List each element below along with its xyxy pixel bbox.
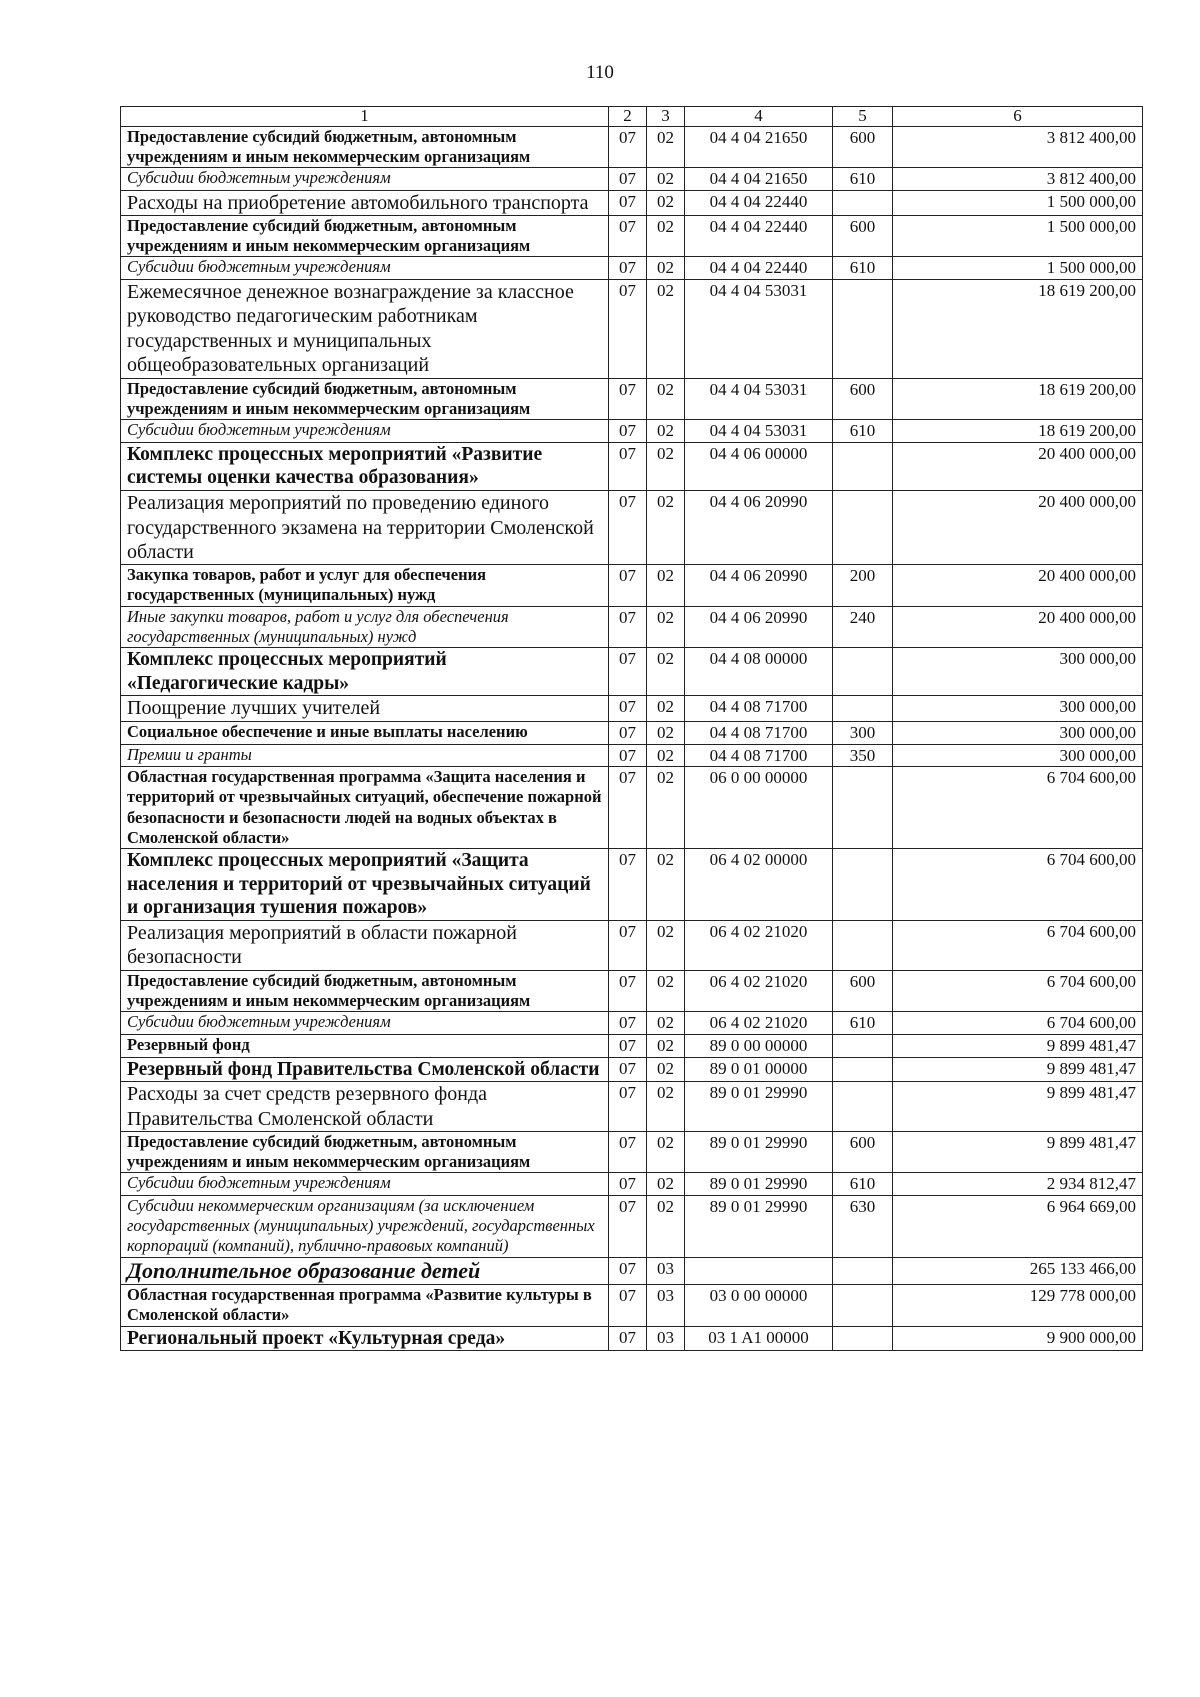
expense-type-cell: 600	[833, 126, 893, 167]
target-article-cell: 03 0 00 00000	[685, 1285, 833, 1326]
expense-type-cell: 350	[833, 744, 893, 767]
subsection-code-cell: 03	[647, 1257, 685, 1285]
target-article-cell: 89 0 01 00000	[685, 1057, 833, 1082]
table-body	[121, 126, 1143, 1351]
target-article-cell: 04 4 04 22440	[685, 216, 833, 257]
section-code-cell: 07	[609, 1132, 647, 1173]
subsection-code-cell: 02	[647, 1132, 685, 1173]
amount-cell: 20 400 000,00	[893, 442, 1143, 491]
row-name-cell: Расходы за счет средств резервного фонда Правительства Смоленской области	[121, 1082, 609, 1132]
row-name-cell: Предоставление субсидий бюджетным, автономным учреждениям и иным некоммерческим организациям	[121, 1132, 609, 1173]
subsection-code-cell: 02	[647, 647, 685, 696]
section-code-cell: 07	[609, 280, 647, 379]
expense-type-cell: 600	[833, 970, 893, 1011]
column-header: 1	[121, 107, 609, 127]
expense-type-cell: 300	[833, 721, 893, 744]
table-row	[121, 1012, 1143, 1035]
amount-cell: 129 778 000,00	[893, 1285, 1143, 1326]
subsection-code-cell: 02	[647, 216, 685, 257]
table-row	[121, 378, 1143, 419]
section-code-cell: 07	[609, 378, 647, 419]
row-name-cell: Предоставление субсидий бюджетным, автономным учреждениям и иным некоммерческим организациям	[121, 970, 609, 1011]
table-row	[121, 419, 1143, 442]
amount-cell: 6 704 600,00	[893, 767, 1143, 849]
target-article-cell: 04 4 04 21650	[685, 167, 833, 190]
row-name-cell: Субсидии бюджетным учреждениям	[121, 1012, 609, 1035]
row-name-cell: Ежемесячное денежное вознаграждение за классное руководство педагогическим работникам государственных и муниципальных общеобразовательных организаций	[121, 280, 609, 379]
section-code-cell: 07	[609, 126, 647, 167]
amount-cell: 9 899 481,47	[893, 1132, 1143, 1173]
amount-cell: 300 000,00	[893, 647, 1143, 696]
section-code-cell: 07	[609, 257, 647, 280]
subsection-code-cell: 02	[647, 419, 685, 442]
section-code-cell: 07	[609, 921, 647, 971]
subsection-code-cell: 02	[647, 126, 685, 167]
row-name-cell: Социальное обеспечение и иные выплаты населению	[121, 721, 609, 744]
subsection-code-cell: 02	[647, 491, 685, 565]
table-row	[121, 1326, 1143, 1351]
expense-type-cell	[833, 921, 893, 971]
table-row	[121, 442, 1143, 491]
amount-cell: 6 704 600,00	[893, 921, 1143, 971]
row-name-cell: Субсидии бюджетным учреждениям	[121, 419, 609, 442]
section-code-cell: 07	[609, 1257, 647, 1285]
target-article-cell: 04 4 04 22440	[685, 190, 833, 215]
row-name-cell: Региональный проект «Культурная среда»	[121, 1326, 609, 1351]
expense-type-cell: 240	[833, 606, 893, 647]
table-row	[121, 1257, 1143, 1285]
row-name-cell: Расходы на приобретение автомобильного транспорта	[121, 190, 609, 215]
expense-type-cell	[833, 848, 893, 920]
target-article-cell: 89 0 00 00000	[685, 1034, 833, 1057]
expense-type-cell: 200	[833, 565, 893, 606]
expense-type-cell	[833, 696, 893, 721]
target-article-cell: 04 4 06 20990	[685, 565, 833, 606]
row-name-cell: Реализация мероприятий в области пожарной безопасности	[121, 921, 609, 971]
amount-cell: 18 619 200,00	[893, 280, 1143, 379]
expense-type-cell: 600	[833, 216, 893, 257]
column-header: 2	[609, 107, 647, 127]
target-article-cell: 89 0 01 29990	[685, 1196, 833, 1257]
subsection-code-cell: 02	[647, 1057, 685, 1082]
subsection-code-cell: 02	[647, 1012, 685, 1035]
subsection-code-cell: 02	[647, 1034, 685, 1057]
table-row	[121, 126, 1143, 167]
target-article-cell: 04 4 04 53031	[685, 378, 833, 419]
section-code-cell: 07	[609, 767, 647, 849]
table-row	[121, 1173, 1143, 1196]
row-name-cell: Субсидии бюджетным учреждениям	[121, 257, 609, 280]
amount-cell: 9 900 000,00	[893, 1326, 1143, 1351]
amount-cell: 20 400 000,00	[893, 491, 1143, 565]
column-header: 5	[833, 107, 893, 127]
subsection-code-cell: 02	[647, 1173, 685, 1196]
target-article-cell: 06 4 02 21020	[685, 921, 833, 971]
amount-cell: 18 619 200,00	[893, 378, 1143, 419]
target-article-cell: 89 0 01 29990	[685, 1082, 833, 1132]
amount-cell: 20 400 000,00	[893, 565, 1143, 606]
section-code-cell: 07	[609, 1173, 647, 1196]
row-name-cell: Премии и гранты	[121, 744, 609, 767]
target-article-cell: 04 4 06 20990	[685, 491, 833, 565]
amount-cell: 6 704 600,00	[893, 1012, 1143, 1035]
section-code-cell: 07	[609, 1285, 647, 1326]
expense-type-cell: 610	[833, 419, 893, 442]
section-code-cell: 07	[609, 565, 647, 606]
subsection-code-cell: 02	[647, 442, 685, 491]
target-article-cell	[685, 1257, 833, 1285]
target-article-cell: 04 4 08 00000	[685, 647, 833, 696]
section-code-cell: 07	[609, 1326, 647, 1351]
row-name-cell: Комплекс процессных мероприятий «Развитие системы оценки качества образования»	[121, 442, 609, 491]
subsection-code-cell: 02	[647, 970, 685, 1011]
section-code-cell: 07	[609, 216, 647, 257]
expense-type-cell	[833, 280, 893, 379]
section-code-cell: 07	[609, 1196, 647, 1257]
amount-cell: 300 000,00	[893, 744, 1143, 767]
section-code-cell: 07	[609, 1012, 647, 1035]
subsection-code-cell: 02	[647, 1082, 685, 1132]
section-code-cell: 07	[609, 647, 647, 696]
expense-type-cell	[833, 1326, 893, 1351]
amount-cell: 300 000,00	[893, 696, 1143, 721]
row-name-cell: Предоставление субсидий бюджетным, автономным учреждениям и иным некоммерческим организациям	[121, 378, 609, 419]
subsection-code-cell: 02	[647, 167, 685, 190]
table-row	[121, 1082, 1143, 1132]
row-name-cell: Резервный фонд	[121, 1034, 609, 1057]
target-article-cell: 06 4 02 00000	[685, 848, 833, 920]
section-code-cell: 07	[609, 491, 647, 565]
table-row	[121, 257, 1143, 280]
section-code-cell: 07	[609, 442, 647, 491]
amount-cell: 9 899 481,47	[893, 1082, 1143, 1132]
row-name-cell: Поощрение лучших учителей	[121, 696, 609, 721]
row-name-cell: Предоставление субсидий бюджетным, автономным учреждениям и иным некоммерческим организациям	[121, 216, 609, 257]
target-article-cell: 04 4 04 21650	[685, 126, 833, 167]
subsection-code-cell: 02	[647, 744, 685, 767]
row-name-cell: Комплекс процессных мероприятий «Защита населения и территорий от чрезвычайных ситуаций и организация тушения пожаров»	[121, 848, 609, 920]
row-name-cell: Комплекс процессных мероприятий «Педагогические кадры»	[121, 647, 609, 696]
amount-cell: 6 964 669,00	[893, 1196, 1143, 1257]
target-article-cell: 06 4 02 21020	[685, 970, 833, 1011]
row-name-cell: Субсидии бюджетным учреждениям	[121, 167, 609, 190]
expense-type-cell	[833, 767, 893, 849]
section-code-cell: 07	[609, 606, 647, 647]
expense-type-cell	[833, 1082, 893, 1132]
table-row	[121, 216, 1143, 257]
target-article-cell: 06 4 02 21020	[685, 1012, 833, 1035]
table-row	[121, 721, 1143, 744]
subsection-code-cell: 03	[647, 1326, 685, 1351]
amount-cell: 265 133 466,00	[893, 1257, 1143, 1285]
amount-cell: 1 500 000,00	[893, 257, 1143, 280]
expense-type-cell	[833, 442, 893, 491]
expense-type-cell	[833, 1034, 893, 1057]
subsection-code-cell: 02	[647, 767, 685, 849]
row-name-cell: Субсидии бюджетным учреждениям	[121, 1173, 609, 1196]
budget-table	[120, 106, 1143, 1351]
expense-type-cell	[833, 1257, 893, 1285]
subsection-code-cell: 02	[647, 565, 685, 606]
table-row	[121, 647, 1143, 696]
subsection-code-cell: 02	[647, 848, 685, 920]
expense-type-cell: 630	[833, 1196, 893, 1257]
subsection-code-cell: 03	[647, 1285, 685, 1326]
page-number: 110	[586, 62, 614, 83]
row-name-cell: Резервный фонд Правительства Смоленской области	[121, 1057, 609, 1082]
section-code-cell: 07	[609, 190, 647, 215]
target-article-cell: 03 1 A1 00000	[685, 1326, 833, 1351]
column-header: 6	[893, 107, 1143, 127]
section-code-cell: 07	[609, 696, 647, 721]
target-article-cell: 04 4 08 71700	[685, 744, 833, 767]
target-article-cell: 04 4 08 71700	[685, 696, 833, 721]
expense-type-cell: 610	[833, 1173, 893, 1196]
row-name-cell: Субсидии некоммерческим организациям (за исключением государственных (муниципальных) учреждений, государственных корпораций (компаний), публично-правовых компаний)	[121, 1196, 609, 1257]
subsection-code-cell: 02	[647, 378, 685, 419]
amount-cell: 9 899 481,47	[893, 1034, 1143, 1057]
table-row	[121, 696, 1143, 721]
table-row	[121, 1034, 1143, 1057]
expense-type-cell: 600	[833, 378, 893, 419]
table-row	[121, 190, 1143, 215]
target-article-cell: 04 4 04 22440	[685, 257, 833, 280]
expense-type-cell	[833, 491, 893, 565]
target-article-cell: 06 0 00 00000	[685, 767, 833, 849]
row-name-cell: Дополнительное образование детей	[121, 1257, 609, 1285]
amount-cell: 9 899 481,47	[893, 1057, 1143, 1082]
section-code-cell: 07	[609, 1034, 647, 1057]
expense-type-cell: 610	[833, 1012, 893, 1035]
section-code-cell: 07	[609, 419, 647, 442]
expense-type-cell: 600	[833, 1132, 893, 1173]
target-article-cell: 04 4 04 53031	[685, 280, 833, 379]
table-row	[121, 1132, 1143, 1173]
subsection-code-cell: 02	[647, 280, 685, 379]
target-article-cell: 04 4 06 00000	[685, 442, 833, 491]
subsection-code-cell: 02	[647, 257, 685, 280]
table-row	[121, 167, 1143, 190]
amount-cell: 20 400 000,00	[893, 606, 1143, 647]
column-header: 4	[685, 107, 833, 127]
target-article-cell: 04 4 08 71700	[685, 721, 833, 744]
amount-cell: 6 704 600,00	[893, 970, 1143, 1011]
section-code-cell: 07	[609, 848, 647, 920]
target-article-cell: 04 4 04 53031	[685, 419, 833, 442]
table-row	[121, 491, 1143, 565]
row-name-cell: Закупка товаров, работ и услуг для обеспечения государственных (муниципальных) нужд	[121, 565, 609, 606]
table-row	[121, 921, 1143, 971]
row-name-cell: Иные закупки товаров, работ и услуг для обеспечения государственных (муниципальных) нужд	[121, 606, 609, 647]
subsection-code-cell: 02	[647, 921, 685, 971]
subsection-code-cell: 02	[647, 1196, 685, 1257]
amount-cell: 6 704 600,00	[893, 848, 1143, 920]
column-header: 3	[647, 107, 685, 127]
target-article-cell: 89 0 01 29990	[685, 1132, 833, 1173]
table-row	[121, 848, 1143, 920]
row-name-cell: Предоставление субсидий бюджетным, автономным учреждениям и иным некоммерческим организациям	[121, 126, 609, 167]
row-name-cell: Реализация мероприятий по проведению единого государственного экзамена на территории Смоленской области	[121, 491, 609, 565]
section-code-cell: 07	[609, 721, 647, 744]
table-row	[121, 744, 1143, 767]
section-code-cell: 07	[609, 970, 647, 1011]
table-row	[121, 1057, 1143, 1082]
table-header-row	[121, 107, 1143, 127]
subsection-code-cell: 02	[647, 190, 685, 215]
expense-type-cell: 610	[833, 257, 893, 280]
row-name-cell: Областная государственная программа «Развитие культуры в Смоленской области»	[121, 1285, 609, 1326]
expense-type-cell	[833, 1285, 893, 1326]
table-row	[121, 280, 1143, 379]
row-name-cell: Областная государственная программа «Защита населения и территорий от чрезвычайных ситуаций, обеспечение пожарной безопасности и безопасности людей на водных объектах в Смоленской области»	[121, 767, 609, 849]
expense-type-cell	[833, 190, 893, 215]
section-code-cell: 07	[609, 167, 647, 190]
expense-type-cell	[833, 1057, 893, 1082]
amount-cell: 300 000,00	[893, 721, 1143, 744]
amount-cell: 3 812 400,00	[893, 167, 1143, 190]
amount-cell: 18 619 200,00	[893, 419, 1143, 442]
expense-type-cell	[833, 647, 893, 696]
amount-cell: 2 934 812,47	[893, 1173, 1143, 1196]
amount-cell: 1 500 000,00	[893, 190, 1143, 215]
section-code-cell: 07	[609, 1057, 647, 1082]
section-code-cell: 07	[609, 1082, 647, 1132]
target-article-cell: 04 4 06 20990	[685, 606, 833, 647]
subsection-code-cell: 02	[647, 721, 685, 744]
expense-type-cell: 610	[833, 167, 893, 190]
table-row	[121, 767, 1143, 849]
amount-cell: 1 500 000,00	[893, 216, 1143, 257]
subsection-code-cell: 02	[647, 606, 685, 647]
table-row	[121, 606, 1143, 647]
target-article-cell: 89 0 01 29990	[685, 1173, 833, 1196]
subsection-code-cell: 02	[647, 696, 685, 721]
table-row	[121, 1285, 1143, 1326]
table-row	[121, 565, 1143, 606]
amount-cell: 3 812 400,00	[893, 126, 1143, 167]
table-row	[121, 1196, 1143, 1257]
table-row	[121, 970, 1143, 1011]
section-code-cell: 07	[609, 744, 647, 767]
